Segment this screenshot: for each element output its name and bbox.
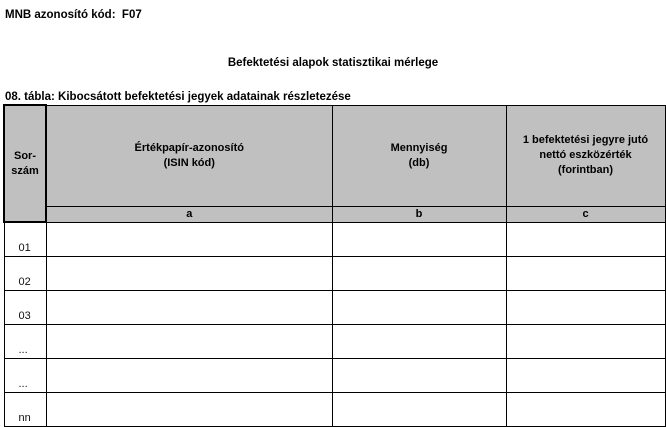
table-row [4, 359, 665, 393]
isin-cell[interactable] [46, 222, 332, 257]
nav-cell[interactable] [506, 257, 665, 291]
column-letter-a: a [46, 206, 332, 222]
quantity-cell[interactable] [332, 291, 506, 325]
isin-cell[interactable] [46, 257, 332, 291]
quantity-cell[interactable] [332, 222, 506, 257]
mnb-code-line [5, 9, 142, 21]
row-number: 01 [4, 222, 46, 257]
row-number: ... [4, 325, 46, 359]
header-line: (forintban) [558, 164, 613, 176]
column-letter-b: b [332, 206, 506, 222]
isin-cell[interactable] [46, 291, 332, 325]
row-number: nn [4, 393, 46, 427]
column-header-nav [506, 105, 665, 206]
nav-cell[interactable] [506, 393, 665, 427]
column-header-sorszam [4, 105, 46, 222]
isin-cell[interactable] [46, 325, 332, 359]
quantity-cell[interactable] [332, 359, 506, 393]
isin-cell[interactable] [46, 359, 332, 393]
column-header-isin [46, 105, 332, 206]
table-caption: 08. tábla: Kibocsátott befektetési jegyek adatainak részletezése [5, 91, 351, 103]
header-line: (ISIN kód) [163, 156, 215, 169]
header-line: Mennyiség [390, 141, 448, 154]
mnb-code-label: MNB azonosító kód: [5, 9, 116, 21]
column-header-mennyiseg [332, 105, 506, 206]
nav-cell[interactable] [506, 325, 665, 359]
quantity-cell[interactable] [332, 393, 506, 427]
isin-cell[interactable] [46, 393, 332, 427]
table-row [4, 325, 665, 359]
nav-cell[interactable] [506, 291, 665, 325]
document-title: Befektetési alapok statisztikai mérlege [227, 57, 439, 69]
detail-table [3, 104, 666, 427]
row-number: 03 [4, 291, 46, 325]
header-line: (db) [408, 156, 430, 169]
quantity-cell[interactable] [332, 257, 506, 291]
table-row [4, 222, 665, 257]
header-line: nettó eszközérték [539, 149, 632, 161]
table-row [4, 393, 665, 427]
column-letter-c: c [506, 206, 665, 222]
header-line: 1 befektetési jegyre jutó [522, 134, 649, 146]
nav-cell[interactable] [506, 222, 665, 257]
mnb-code-value: F07 [121, 9, 142, 21]
row-number: 02 [4, 257, 46, 291]
nav-cell[interactable] [506, 359, 665, 393]
table-header [4, 105, 665, 222]
row-number: ... [4, 359, 46, 393]
header-line: Értékpapír-azonosító [134, 141, 244, 154]
quantity-cell[interactable] [332, 325, 506, 359]
header-line: Sor- [14, 149, 36, 162]
table-row [4, 291, 665, 325]
table-row [4, 257, 665, 291]
header-line: szám [11, 164, 39, 177]
table-body [4, 222, 665, 427]
